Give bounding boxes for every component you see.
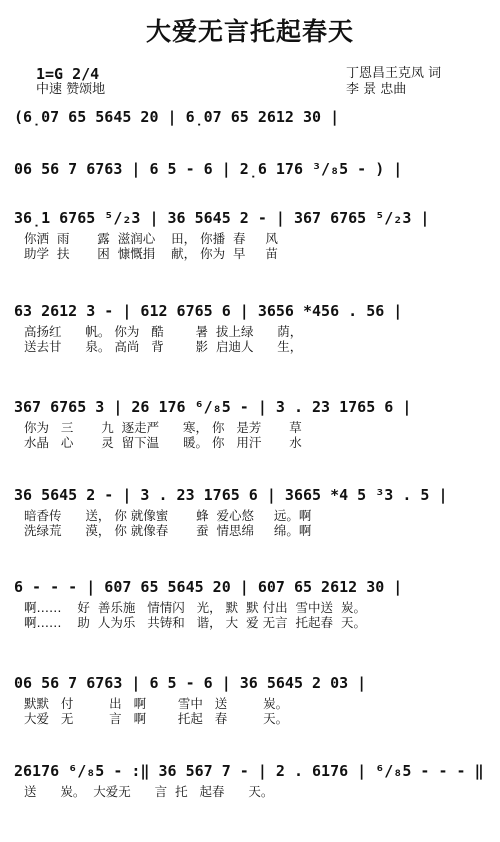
score-line: [14, 760, 490, 799]
notation-line: (6̣07 65 5645 20 | 6̣07 65 2612 30 |: [14, 108, 340, 126]
lyric-line: 洗绿荒 漠， 你 就像春 蚕 情思绵 绵。啊: [24, 523, 312, 538]
key-signature: 1=G 2/4: [36, 65, 100, 83]
score-line: [14, 158, 490, 182]
score-line: [14, 207, 490, 261]
lyricist-credit: 丁恩昌王克凤 词: [346, 66, 442, 81]
lyric-line: 助学 扶 困 慷慨捐 献， 你为 早 苗: [24, 246, 278, 261]
score-line: [14, 300, 490, 354]
lyric-line: 啊…… 助 人为乐 共铸和 谐， 大 爱 无言 托起春 天。: [24, 615, 366, 630]
lyric-line: 送去甘 泉。 高尚 背 影 启迪人 生，: [24, 339, 303, 354]
lyric-line: 高扬红 帆。 你为 酷 暑 拔上绿 荫，: [24, 324, 303, 339]
lyric-line: 你为 三 九 逐走严 寒， 你 是芳 草: [24, 420, 302, 435]
notation-line: 26176 ⁶/₈5 - :‖ 36 567 7 - | 2 . 6176 | ⁶/₈5 - - - ‖: [14, 762, 484, 780]
lyric-line: 暗香传 送， 你 就像蜜 蜂 爱心悠 远。啊: [24, 508, 312, 523]
notation-line: 367 6765 3 | 26 176 ⁶/₈5 - | 3 . 23 1765 6 |: [14, 398, 412, 416]
lyric-line: 你洒 雨 露 滋润心 田， 你播 春 风: [24, 231, 278, 246]
lyric-line: 啊…… 好 善乐施 情情闪 光， 默 默 付出 雪中送 炭。: [24, 600, 366, 615]
score-meta-left: [36, 66, 105, 98]
tempo-marking: 中速 赞颂地: [36, 82, 106, 97]
lyric-line: 水晶 心 灵 留下温 暖。 你 用汗 水: [24, 435, 302, 450]
lyric-line: 送 炭。 大爱无 言 托 起春 天。: [24, 784, 274, 799]
notation-line: 36̣1 6765 ⁵/₂3 | 36 5645 2 - | 367 6765 ⁵/₂3 |: [14, 209, 430, 227]
score-line: [14, 672, 490, 726]
notation-line: 6 - - - | 607 65 5645 20 | 607 65 2612 30 |: [14, 578, 403, 596]
lyric-line: 默默 付 出 啊 雪中 送 炭。: [24, 696, 289, 711]
score-line: [14, 484, 490, 538]
score-credits: [346, 66, 441, 98]
score-line: [14, 396, 490, 450]
score-title: 大爱无言托起春天: [145, 17, 354, 46]
lyric-line: 大爱 无 言 啊 托起 春 天。: [24, 711, 289, 726]
notation-line: 36 5645 2 - | 3 . 23 1765 6 | 3665 *4 5 ³3 . 5 |: [14, 486, 448, 504]
score-line: [14, 576, 490, 630]
notation-line: 06 56 7 6763 | 6 5 - 6 | 2̣6 176 ³/₈5 - ) |: [14, 160, 403, 178]
notation-line: 63 2612 3 - | 612 6765 6 | 3656 *456 . 56 |: [14, 302, 403, 320]
notation-line: 06 56 7 6763 | 6 5 - 6 | 36 5645 2 03 |: [14, 674, 367, 692]
score-line: [14, 106, 490, 130]
composer-credit: 李 景 忠曲: [346, 82, 407, 97]
